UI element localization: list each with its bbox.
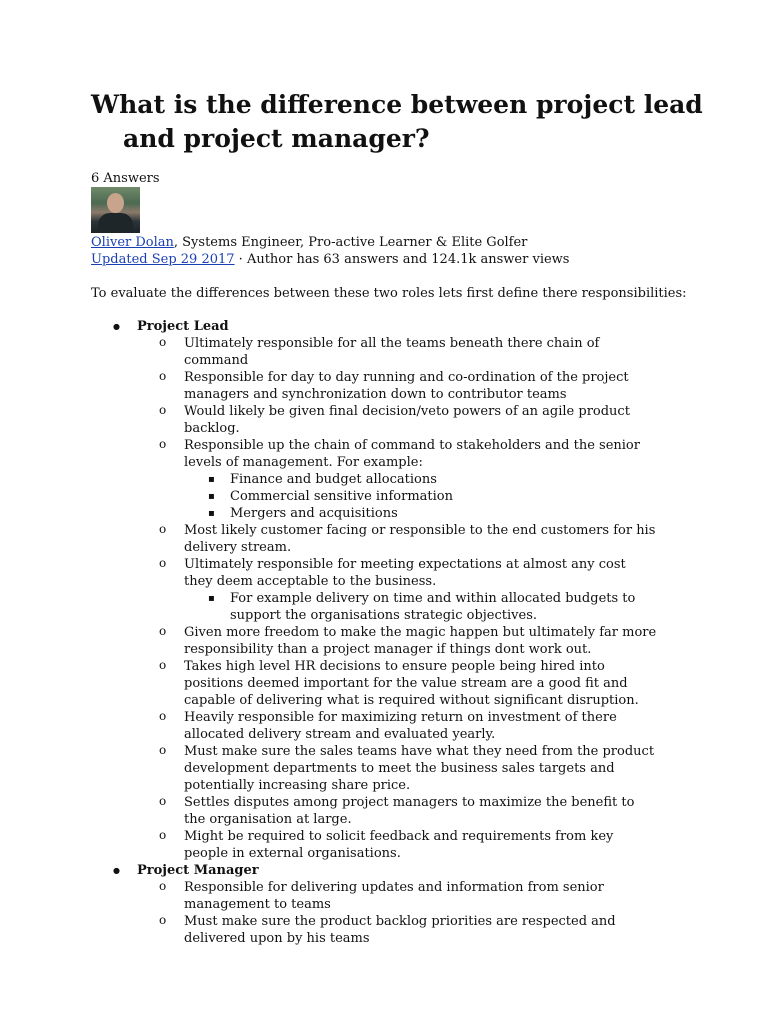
updated-date-link[interactable]: Updated Sep 29 2017 <box>91 252 235 267</box>
responsibility-text: Takes high level HR decisions to ensure people being hired into positions deemed important for the value stream are a good fit and capable of delivering what is required without significant disruption. <box>184 659 639 708</box>
author-line <box>91 234 527 251</box>
example-item: ▪ Commercial sensitive information <box>184 488 657 505</box>
responsibility-text: Must make sure the product backlog priorities are respected and delivered upon by his teams <box>184 914 616 946</box>
responsibility-text: Responsible for day to day running and co-ordination of the project managers and synchronization down to contributor teams <box>184 370 629 402</box>
responsibility-text: Might be required to solicit feedback and requirements from key people in external organisations. <box>184 829 614 861</box>
question-title <box>91 88 743 156</box>
section-label: ● Project Manager <box>137 863 259 878</box>
responsibility-item <box>137 743 657 794</box>
question-title-line2: and project manager? <box>123 124 430 153</box>
responsibility-item <box>137 369 657 403</box>
answer-intro: To evaluate the differences between these two roles lets first define there responsibilities: <box>91 286 687 301</box>
responsibility-item <box>137 403 657 437</box>
responsibility-item <box>137 624 657 658</box>
answer-body <box>91 318 691 947</box>
responsibility-text: Heavily responsible for maximizing return on investment of there allocated delivery stream and evaluated yearly. <box>184 710 617 742</box>
example-list <box>184 471 657 522</box>
responsibility-text: Ultimately responsible for meeting expectations at almost any cost they deem acceptable to the business. <box>184 557 626 589</box>
responsibility-list <box>137 879 657 947</box>
example-list <box>184 590 657 624</box>
responsibility-item <box>137 794 657 828</box>
example-item: ▪ Mergers and acquisitions <box>184 505 657 522</box>
answer-meta <box>91 251 569 268</box>
section-label: ● Project Lead <box>137 319 229 334</box>
responsibility-item <box>137 522 657 556</box>
responsibility-item <box>137 709 657 743</box>
responsibility-item <box>137 658 657 709</box>
responsibility-list <box>137 335 657 862</box>
author-avatar[interactable] <box>91 187 140 233</box>
responsibility-text: Responsible for delivering updates and information from senior management to teams <box>184 880 604 912</box>
section-item <box>91 862 691 947</box>
author-stats: · Author has 63 answers and 124.1k answer views <box>234 252 570 267</box>
sections-list <box>91 318 691 947</box>
section-item <box>91 318 691 862</box>
responsibility-item <box>137 828 657 862</box>
example-item: ▪ For example delivery on time and within allocated budgets to support the organisations strategic objectives. <box>184 590 657 624</box>
responsibility-text: Would likely be given final decision/veto powers of an agile product backlog. <box>184 404 630 436</box>
author-name-link[interactable]: Oliver Dolan <box>91 235 174 250</box>
author-credential: , Systems Engineer, Pro-active Learner & Elite Golfer <box>173 235 528 250</box>
responsibility-text: Settles disputes among project managers to maximize the benefit to the organisation at large. <box>184 795 635 827</box>
responsibility-text: Ultimately responsible for all the teams beneath there chain of command <box>184 336 600 368</box>
avatar-head <box>107 193 124 213</box>
responsibility-text: Must make sure the sales teams have what they need from the product development departments to meet the business sales targets and potentially increasing share price. <box>184 744 655 793</box>
responsibility-text: Given more freedom to make the magic happen but ultimately far more responsibility than a project manager if things dont work out. <box>184 625 657 657</box>
answers-count: 6 Answers <box>91 171 160 186</box>
responsibility-item <box>137 879 657 913</box>
avatar-body <box>98 213 133 233</box>
responsibility-item <box>137 335 657 369</box>
responsibility-item <box>137 556 657 624</box>
responsibility-item <box>137 437 657 522</box>
responsibility-item <box>137 913 657 947</box>
responsibility-text: Most likely customer facing or responsible to the end customers for his delivery stream. <box>184 523 656 555</box>
question-title-line1: What is the difference between project lead <box>91 90 703 119</box>
example-item: ▪ Finance and budget allocations <box>184 471 657 488</box>
responsibility-text: Responsible up the chain of command to stakeholders and the senior levels of management. For example: <box>184 438 640 470</box>
